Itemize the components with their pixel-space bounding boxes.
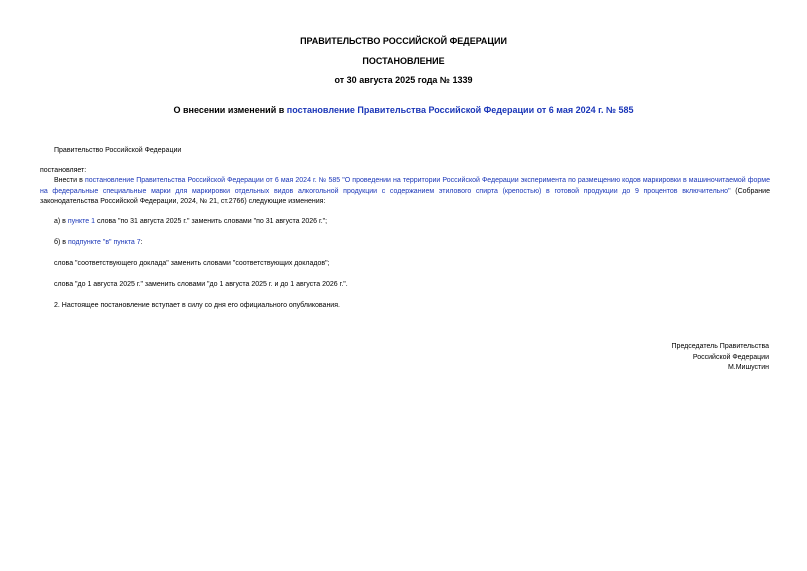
document-type: ПОСТАНОВЛЕНИЕ [362,56,445,66]
government-header: ПРАВИТЕЛЬСТВО РОССИЙСКОЙ ФЕДЕРАЦИИ [300,36,507,46]
item1-link-title[interactable]: "О проведении на территории Российской Федерации эксперимента по размещению кодов маркировки в машиночитаемой форме на федеральные специальные марки для маркировки отдельных видов алкогольной продукции с содержанием этилового спирта (крепостью) в готовой продукции до 9 процентов включительно" [40,177,771,195]
words-change-2: слова "до 1 августа 2025 г." заменить словами "до 1 августа 2025 г. и до 1 августа 2026 г.". [54,281,348,288]
decree-word: постановляет: [40,167,87,174]
signature-name: М.Мишустин [727,364,769,371]
title-link[interactable]: постановление Правительства Российской Федерации от 6 мая 2024 г. № 585 [286,105,634,115]
words-change-1: слова "соответствующего доклада" заменить словами "соответствующих докладов"; [54,260,330,267]
title-prefix: О внесении изменений в [173,105,287,115]
signature-title: Председатель Правительства [671,343,769,350]
signature-block [672,342,769,374]
subitem-a-suffix: слова "по 31 августа 2025 г." заменить словами "по 31 августа 2026 г."; [95,218,328,225]
signature-org: Российской Федерации [692,353,769,361]
item-2-paragraph: 2. Настоящее постановление вступает в силу со дня его официального опубликования. [54,302,340,309]
date-number: от 30 августа 2025 года № 1339 [334,75,473,85]
government-line: Правительство Российской Федерации [54,147,182,154]
subitem-b-link-2[interactable]: пункта 7 [113,239,141,246]
subitem-b-link-1[interactable]: подпункте "в" [67,239,112,246]
subitem-a-link[interactable]: пункте 1 [67,218,95,225]
subitem-a-prefix: а) в [54,218,68,225]
subitem-b-prefix: б) в [54,239,68,246]
subitem-b-suffix: : [140,239,143,246]
item-1-paragraph [40,176,770,208]
document-title [0,105,807,115]
item1-suffix: (Собрание законодательства Российской Федерации, 2024, № 21, ст.2766) следующие изменения: [40,187,770,205]
subitem-a [54,217,327,227]
item1-link[interactable]: постановление Правительства Российской Федерации от 6 мая 2024 г. № 585 [84,177,341,184]
item1-prefix: Внести в [54,177,85,184]
subitem-b [54,238,143,248]
